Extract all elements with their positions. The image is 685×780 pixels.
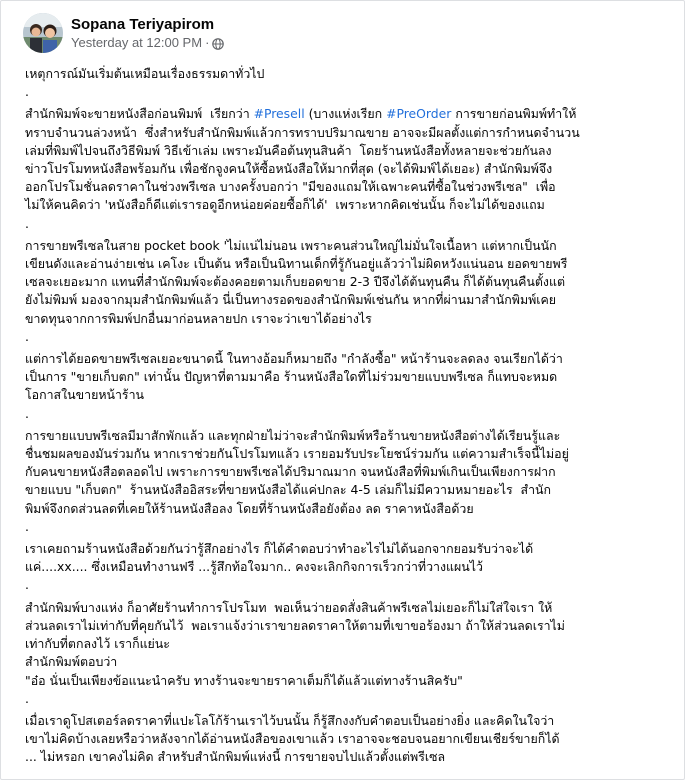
- paragraph-intro: เหตุการณ์มันเริ่มต้นเหมือนเรื่องธรรมดาทั่วไป .: [25, 66, 265, 100]
- paragraph-publisher-reply: สำนักพิมพ์บางแห่ง ก็อาศัยร้านทำการโปรโมท พอเห็นว่ายอดสั่งสินค้าพรีเซลไม่เยอะก็ไม่ใส่ใจเรา ให้ ส่วนลดเราไม่เท่ากับที่คุยกันไว้ พอเราแจ้งว่าเราขายลดราคาให้ตามที่เขาขอร้องมา ถ้าให้ส่วนลดเราไม่ เท่ากับที่ตกลงไว้ เราก็แย่นะ สำนักพิมพ์ตอบว่า "อ๋อ นั่นเป็นเพียงข้อแนะนำครับ ทางร้านจะขายราคาเต็มก็ได้แล้วแต่ทางร้านสิครับ" .: [25, 599, 565, 706]
- post-meta: [71, 15, 224, 51]
- separator-dot: ·: [205, 35, 210, 50]
- text-segment: (บางแห่งเรียก: [304, 106, 387, 122]
- paragraph-bookstore-feelings: เราเคยถามร้านหนังสือด้วยกันว่ารู้สึกอย่างไร ก็ได้คำตอบว่าทำอะไรไม่ได้นอกจากยอมรับว่าจะได้ แค่....xx.... ซึ่งเหมือนทำงานฟรี ...รู้สึกท้อใจมาก.. คงจะเลิกกิจการเร็วกว่าที่วางแผนไว้ .: [25, 541, 534, 593]
- post-timestamp[interactable]: Yesterday at 12:00 PM: [71, 35, 203, 50]
- globe-icon[interactable]: [212, 37, 224, 49]
- avatar[interactable]: [23, 13, 63, 53]
- post-header: [23, 11, 224, 55]
- author-name[interactable]: Sopana Teriyapirom: [71, 16, 215, 33]
- post-body: [25, 65, 665, 767]
- paragraph-presell: [25, 105, 665, 232]
- paragraph-pocket-book: การขายพรีเซลในสาย pocket book 'ไม่แน่ไม่นอน เพราะคนส่วนใหญ่ไม่มั่นใจเนื้อหา แต่หากเป็นนัก เขียนดังและอ่านง่ายเช่น เคโงะ เป็นต้น หรือเป็นนิทานเด็กที่รู้กันอยู่แล้วว่าไม่ผิดหวังแน่นอน ยอดขายพรี เซลจะเยอะมาก แทนที่สำนักพิมพ์จะต้องคอยตามเก็บยอดขาย 2-3 ปีจึงได้ต้นทุนคืน ก็ได้ต้นทุนคืนตั้งแต่ ยังไม่พิมพ์ มองจากมุมสำนักพิมพ์แล้ว นี่เป็นทางรอดของสำนักพิมพ์เช่นกัน หากที่ผ่านมาสำนักพิมพ์เคย ขาดทุนจากการพิมพ์ปกอื่นมาก่อนหลายปก เราจะว่าเขาได้อย่างไร .: [25, 237, 568, 344]
- paragraph-conclusion: เมื่อเราดูโปสเตอร์ลดราคาที่แปะโลโก้ร้านเราไว้บนนั้น ก็รู้สึกงงกับคำตอบเป็นอย่างยิ่ง และคิดในใจว่า เขาไม่คิดบ้างเลยหรือว่าหลังจากได้อ่านหนังสือของเขาแล้ว เราอาจจะชอบจนอยากเขียนเชียร์ขายก็ได้ ... ไม่หรอก เขาคงไม่คิด สำหรับสำนักพิมพ์แห่งนี้ การขายจบไปแล้วตั้งแต่พรีเซล: [25, 712, 560, 765]
- text-segment: การขายก่อนพิมพ์ทำให้ ทราบจำนวนล่วงหน้า ซึ่งสำหรับสำนักพิมพ์แล้วการทราบปริมาณขาย อาจจะมีผลตั้งแต่การกำหนดจำนวน เล่มที่พิมพ์ไปจนถึงวิธีพิมพ์ วิธีเข้าเล่ม เพราะมันคือต้นทุนสินค้า โดยร้านหนังสือทั้งหลายจะช่วยกันลง ข่าวโปรโมทหนังสือพร้อมกัน เพื่อชักจูงคนให้ซื้อหนังสือให้มากที่สุด (จะได้พิมพ์ได้เยอะ) สำนักพิมพ์จึง ออกโปรโมชั่นลดราคาในช่วงพรีเซล บางครั้งบอกว่า "มีของแถมให้เฉพาะคนที่ซื้อในช่วงพรีเซล" เพื่อ ไม่ให้คนคิดว่า 'หนังสือก็ดีแต่เรารอดูอีกหน่อยค่อยซื้อก็ได้' เพราะหากคิดเช่นนั้น ก็จะไม่ได้ของแถม .: [25, 106, 580, 231]
- avatar-photo: [23, 13, 63, 53]
- hashtag-preorder-link[interactable]: #PreOrder: [386, 106, 452, 122]
- paragraph-presell-history: การขายแบบพรีเซลมีมาสักพักแล้ว และทุกฝ่ายไม่ว่าจะสำนักพิมพ์หรือร้านขายหนังสือต่างได้เรียนรู้และ ชื่นชมผลของมันร่วมกัน หากเราช่วยกันโปรโมทแล้ว เรายอมรับประโยชน์ร่วมกัน แต่ความสำเร็จนี้ไม่อยู่ กับคนขายหนังสือตลอดไป เพราะการขายพรีเซลได้ปริมาณมาก จนหนังสือที่พิมพ์เกินเป็นเพียงการฝาก ขายแบบ "เก็บตก" ร้านหนังสืออิสระที่ขายหนังสือได้แค่ปกละ 4-5 เล่มก็ไม่มีความหมายอะไร สำนัก พิมพ์จึงกดส่วนลดที่เคยให้ร้านหนังสือลง โดยที่ร้านหนังสือยังต้อง ลด ราคาหนังสือด้วย .: [25, 427, 569, 534]
- paragraph-buying-power: แต่การได้ยอดขายพรีเซลเยอะขนาดนี้ ในทางอ้อมก็หมายถึง "กำลังซื้อ" หน้าร้านจะลดลง จนเรียกได้ว่า เป็นการ "ขายเก็บตก" เท่านั้น ปัญหาที่ตามมาคือ ร้านหนังสือใดที่ไม่ร่วมขายแบบพรีเซล ก็แทบจะหมด โอกาสในขายหน้าร้าน .: [25, 351, 563, 421]
- hashtag-presell-link[interactable]: #Presell: [253, 106, 305, 122]
- text-segment: สำนักพิมพ์จะขายหนังสือก่อนพิมพ์ เรียกว่า: [25, 106, 254, 122]
- post-subline: [71, 34, 224, 51]
